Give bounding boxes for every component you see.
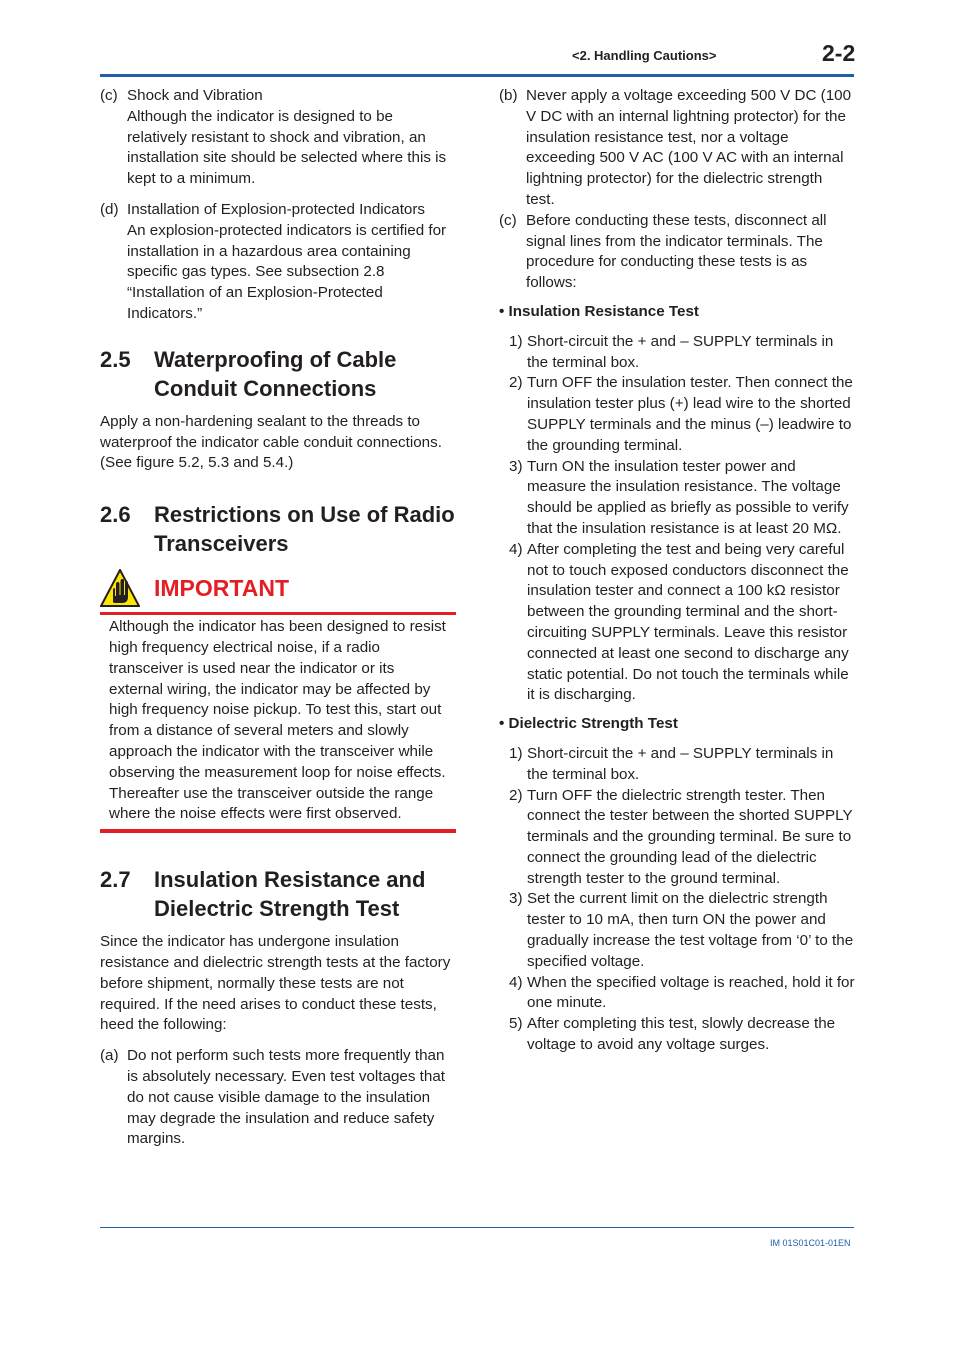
- item-marker: (d): [100, 200, 119, 218]
- item-marker: (c): [100, 87, 118, 104]
- list-item: [509, 889, 855, 972]
- step-marker: 2): [509, 786, 523, 804]
- warning-hand-icon: [100, 569, 140, 607]
- important-label: IMPORTANT: [154, 574, 290, 601]
- list-item: [509, 1014, 855, 1056]
- item-body: Although the indicator is designed to be relatively resistant to shock and vibration, an installation site should be selected where this is kept to a minimum.: [127, 107, 447, 188]
- important-bottom-rule: [100, 829, 456, 833]
- step-text: Turn ON the insulation tester power and measure the insulation resistance. The voltage should be applied as briefly as possible to verify that the insulation resistance is at least 20 MΩ.: [527, 457, 849, 537]
- list-item-test-frequency: [100, 1046, 456, 1150]
- section-title: Restrictions on Use of Radio Transceivers: [154, 502, 455, 557]
- step-marker: 1): [509, 332, 523, 350]
- step-text: When the specified voltage is reached, hold it for one minute.: [527, 973, 855, 1012]
- item-title: Installation of Explosion-protected Indicators: [127, 200, 426, 218]
- item-title: Shock and Vibration: [127, 87, 263, 104]
- step-text: Turn OFF the insulation tester. Then connect the insulation tester plus (+) lead wire to the shorted SUPPLY terminals and the minus (–) leadwire to the grounding terminal.: [527, 374, 853, 454]
- dielectric-test-heading: • Dielectric Strength Test: [499, 715, 678, 733]
- item-body: Never apply a voltage exceeding 500 V DC (100 V DC with an internal lightning protector) for the insulation resistance test, nor a voltage exceeding 500 V AC (100 V AC with an internal lightning protector) for the dielectric strength test.: [526, 87, 852, 208]
- footer-rule: [100, 1227, 854, 1228]
- step-marker: 3): [509, 890, 523, 908]
- item-marker: (b): [499, 87, 518, 104]
- section-heading-2-7: [100, 865, 456, 923]
- section-number: 2.7: [100, 867, 131, 893]
- item-marker: (a): [100, 1047, 119, 1065]
- section-body-2-7: Since the indicator has undergone insulation resistance and dielectric strength tests at the factory before shipment, normally these tests are not required. If the need arises to conduct these tests, heed the following:: [100, 933, 451, 1034]
- step-text: Short-circuit the + and – SUPPLY terminals in the terminal box.: [527, 744, 834, 783]
- step-text: Turn OFF the dielectric strength tester. Then connect the tester between the shorted SUPPLY terminals and the grounding terminal. Be sure to connect the grounding lead of the dielectric strength tester to the ground terminal.: [527, 786, 853, 887]
- step-marker: 4): [509, 540, 523, 558]
- item-body: Do not perform such tests more frequently than is absolutely necessary. Even test voltages that do not cause visible damage to the insulation may degrade the insulation and reduce safety margins.: [127, 1047, 445, 1148]
- list-item-voltage-limit: [499, 86, 855, 211]
- step-text: After completing the test and being very careful not to touch exposed conductors disconnect the insulation tester and connect a 100 kΩ resistor between the grounding terminal and the short-circuiting SUPPLY terminals. Leave this resistor connected at least one second to discharge any static potential. Do not touch the terminals while it is discharging.: [527, 540, 849, 704]
- list-item: [509, 332, 855, 374]
- step-text: Set the current limit on the dielectric strength tester to 10 mA, then turn ON the power and gradually increase the test voltage from ‘0’ to the specified voltage.: [527, 890, 854, 970]
- step-text: After completing this test, slowly decrease the voltage to avoid any voltage surges.: [527, 1015, 836, 1054]
- step-marker: 4): [509, 973, 523, 991]
- important-notice: [100, 568, 456, 833]
- item-body: An explosion-protected indicators is certified for installation in a hazardous area containing specific gas types. See subsection 2.8 “Installation of an Explosion-Protected Indicators.”: [127, 221, 447, 322]
- important-header: [100, 568, 456, 608]
- step-marker: 5): [509, 1015, 523, 1033]
- right-column: [499, 86, 855, 1056]
- step-marker: 2): [509, 374, 523, 392]
- section-heading-2-6: [100, 500, 456, 558]
- step-text: Short-circuit the + and – SUPPLY terminals in the terminal box.: [527, 332, 834, 371]
- list-item: [509, 786, 855, 890]
- list-item: [509, 540, 855, 706]
- list-item: [509, 973, 855, 1015]
- list-item-explosion-protected: [100, 200, 456, 325]
- left-column: [100, 86, 456, 1150]
- section-heading-2-5: [100, 345, 456, 403]
- section-title: Insulation Resistance and Dielectric Strength Test: [154, 867, 426, 922]
- section-title: Waterproofing of Cable Conduit Connections: [154, 346, 397, 401]
- header-rule: [100, 74, 854, 77]
- important-body: Although the indicator has been designed to resist high frequency electrical noise, if a radio transceiver is used near the indicator or its external wiring, the indicator may be affected by high frequency noise pickup. To test this, start out from a distance of several meters and slowly approach the indicator with the transceiver while observing the measurement loop for noise effects. Thereafter use the transceiver outside the range where the noise effects were first observed.: [109, 618, 446, 823]
- insulation-test-heading: • Insulation Resistance Test: [499, 302, 699, 320]
- list-item: [509, 744, 855, 786]
- page-number: 2-2: [822, 40, 856, 66]
- step-marker: 3): [509, 457, 523, 475]
- chapter-header: <2. Handling Cautions>: [572, 48, 717, 63]
- section-number: 2.5: [100, 346, 131, 372]
- document-id: IM 01S01C01-01EN: [770, 1238, 851, 1248]
- item-marker: (c): [499, 211, 517, 229]
- list-item-shock-vibration: [100, 86, 456, 190]
- section-number: 2.6: [100, 502, 131, 528]
- list-item-disconnect-lines: [499, 211, 855, 294]
- list-item: [509, 373, 855, 456]
- step-marker: 1): [509, 744, 523, 762]
- item-body: Before conducting these tests, disconnect all signal lines from the indicator terminals. The procedure for conducting these tests is as follows:: [526, 211, 827, 292]
- section-body-2-5: Apply a non-hardening sealant to the threads to waterproof the indicator cable conduit connections. (See figure 5.2, 5.3 and 5.4.): [100, 412, 442, 472]
- list-item: [509, 457, 855, 540]
